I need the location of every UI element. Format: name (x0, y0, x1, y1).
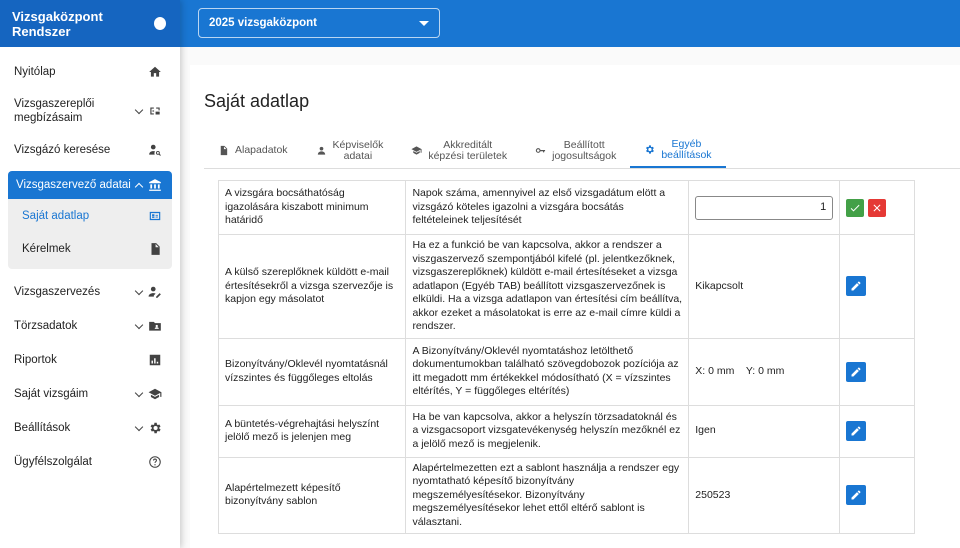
sidebar-subitem-kerelmek[interactable] (8, 232, 172, 265)
min-deadline-input[interactable] (695, 196, 833, 220)
setting-description: Napok száma, amennyivel az első vizsgadátum elött a vizsgázó köteles igazolni a vizsgára bocsátás feltételeinek teljesítését (406, 181, 689, 235)
sidebar-item-label: Ügyfélszolgálat (14, 456, 92, 468)
tab-label-line2: jogosultságok (552, 149, 617, 162)
exam-center-select[interactable] (198, 8, 440, 38)
tab-label: Alapadatok (235, 144, 288, 156)
sidebar-item-label: Nyitólap (14, 66, 56, 78)
caret-down-icon (419, 21, 429, 26)
sidebar-item-vizsgaszervezo-adatai[interactable] (8, 171, 172, 199)
actions-cell (840, 405, 915, 457)
settings-table (218, 180, 915, 534)
chevron-down-icon (135, 105, 143, 113)
sidebar-item-nyitolap[interactable] (0, 55, 180, 89)
tab-label-line2: adatai (343, 149, 373, 162)
help-circle-icon (148, 455, 162, 469)
tab-alapadatok[interactable] (204, 133, 302, 168)
gear-icon (148, 421, 162, 435)
check-icon (849, 202, 861, 214)
tab-label: Képviselők (332, 138, 384, 151)
sidebar-item-label: Vizsgaszervezés (14, 286, 101, 298)
cancel-button[interactable] (868, 199, 886, 217)
chevron-up-icon (135, 182, 143, 190)
pencil-icon (850, 425, 862, 437)
setting-name: A vizsgára bocsáthatóság igazolására kiszabott minimum határidő (219, 181, 406, 235)
bar-chart-icon (148, 353, 162, 367)
setting-description: A Bizonyítvány/Oklevél nyomtatáshoz letölthető dokumentumokban található szövegdobozok pozíciója az itt megadott mm értékekkel módosítható (X = vízszintes eltérítés, Y = függőleges eltérítés) (406, 338, 689, 405)
sidebar-item-label: Riportok (14, 354, 57, 366)
sidebar-item-sajat-vizsgaim[interactable] (0, 377, 180, 411)
edit-button[interactable] (846, 485, 866, 505)
sidebar-nav (0, 47, 180, 479)
sidebar-subitem-label: Kérelmek (22, 242, 71, 255)
sidebar-item-vizsgaszervezes[interactable] (0, 275, 180, 309)
sidebar-item-ugyfelszolgalat[interactable] (0, 445, 180, 479)
setting-name: Bizonyítvány/Oklevél nyomtatásnál vízszintes és függőleges eltolás (219, 338, 406, 405)
edit-button[interactable] (846, 362, 866, 382)
setting-name: A büntetés-végrehajtási helyszínt jelölő mező is jelenjen meg (219, 405, 406, 457)
sidebar-item-megbizasaim[interactable] (0, 89, 180, 133)
actions-cell (840, 235, 915, 339)
setting-value: Kikapcsolt (689, 235, 840, 339)
sidebar-item-beallitasok[interactable] (0, 411, 180, 445)
sidebar-item-label: Vizsgaszervező adatai (16, 179, 131, 191)
status-dot-icon (154, 17, 166, 30)
person-edit-icon (148, 285, 162, 299)
tab-bar (204, 133, 960, 169)
save-button[interactable] (846, 199, 864, 217)
document-icon (148, 242, 162, 256)
actions-cell (840, 338, 915, 405)
person-icon (316, 145, 327, 156)
home-icon (148, 65, 162, 79)
input-value: 1 (820, 200, 827, 213)
tab-egyeb-beallitasok[interactable] (630, 133, 725, 168)
exam-center-select-value: 2025 vizsgaközpont (209, 17, 318, 29)
edit-button[interactable] (846, 421, 866, 441)
sidebar-subitem-sajat-adatlap[interactable] (8, 199, 172, 232)
chevron-down-icon (135, 286, 143, 294)
page-title: Saját adatlap (204, 91, 310, 111)
bank-icon (148, 178, 162, 192)
sidebar-item-label: Vizsgaszereplői megbízásaim (14, 98, 95, 124)
main-content (190, 65, 960, 548)
chevron-down-icon (135, 320, 143, 328)
setting-value-cell (689, 181, 840, 235)
tab-label: Beállított (563, 138, 605, 151)
app-brand[interactable] (0, 0, 180, 47)
pencil-icon (850, 280, 862, 292)
sidebar-item-torzsadatok[interactable] (0, 309, 180, 343)
tab-label-line2: beállítások (661, 148, 712, 161)
pencil-icon (850, 489, 862, 501)
tab-label-line2: képzési területek (428, 149, 508, 162)
tab-jogosultsagok[interactable] (521, 133, 630, 168)
document-icon (218, 145, 229, 156)
actions-cell (840, 181, 915, 235)
app-title: Vizsgaközpont Rendszer (12, 8, 103, 39)
folder-user-icon (148, 319, 162, 333)
graduation-cap-icon (411, 145, 422, 156)
tab-kepviselok[interactable] (302, 133, 398, 168)
person-search-icon (148, 143, 162, 157)
table-row (219, 405, 915, 457)
chevron-down-icon (135, 388, 143, 396)
sidebar-item-riportok[interactable] (0, 343, 180, 377)
actions-cell (840, 457, 915, 534)
chevron-down-icon (135, 422, 143, 430)
close-icon (871, 202, 883, 214)
setting-description: Ha ez a funkció be van kapcsolva, akkor a rendszer a viszgaszervező szempontjából kifelé (pl. jelentkezőknek, vizsgaszereplőknek) küldött e-mail értesítéseket a vizsga adatlapon (Egyéb TAB) beállított vizsgaszervezőnek is elküldi. Ha a vizsga adatlapon van értesítési cím beállítva, akkor ezeket a másolatokat is erre az e-mail címre küldi a rendszer. (406, 235, 689, 339)
tab-label: Egyéb (671, 137, 702, 150)
sidebar-item-label: Törzsadatok (14, 320, 78, 332)
sidebar-item-vizsgazo-keresese[interactable] (0, 133, 180, 167)
tab-akkreditalt[interactable] (397, 133, 521, 168)
setting-description: Ha be van kapcsolva, akkor a helyszín törzsadatoknál és a vizsgacsoport vizsgatevékenység helyszín mezőknél ez a jelölő mező is megjelenik. (406, 405, 689, 457)
badge-icon (148, 209, 162, 223)
setting-name: A külső szereplőknek küldött e-mail értesítésekről a vizsga szervezője is kapjon egy másolatot (219, 235, 406, 339)
sidebar-item-label: Vizsgázó keresése (14, 144, 111, 156)
top-bar (180, 0, 960, 47)
table-row (219, 235, 915, 339)
table-row (219, 338, 915, 405)
sidebar (0, 0, 180, 548)
pencil-icon (850, 366, 862, 378)
table-row (219, 181, 915, 235)
edit-button[interactable] (846, 276, 866, 296)
assignment-switch-icon (148, 104, 162, 118)
gear-icon (644, 144, 655, 155)
table-row (219, 457, 915, 534)
tab-label: Akkreditált (443, 138, 493, 151)
setting-value: 250523 (689, 457, 840, 534)
setting-value: X: 0 mm Y: 0 mm (689, 338, 840, 405)
sidebar-subgroup (8, 199, 172, 269)
setting-description: Alapértelmezetten ezt a sablont használja a rendszer egy nyomtatható képesítő bizonyítvány megszemélyesítésekor. Bizonyítvány megszemélyesítésekor lehet ettől eltérő sablont is választani. (406, 457, 689, 534)
graduation-cap-icon (148, 387, 162, 401)
key-icon (535, 145, 546, 156)
sidebar-subitem-label: Saját adatlap (22, 209, 90, 222)
setting-value: Igen (689, 405, 840, 457)
sidebar-item-label: Saját vizsgáim (14, 388, 89, 400)
setting-name: Alapértelmezett képesítő bizonyítvány sablon (219, 457, 406, 534)
sidebar-item-label: Beállítások (14, 422, 71, 434)
